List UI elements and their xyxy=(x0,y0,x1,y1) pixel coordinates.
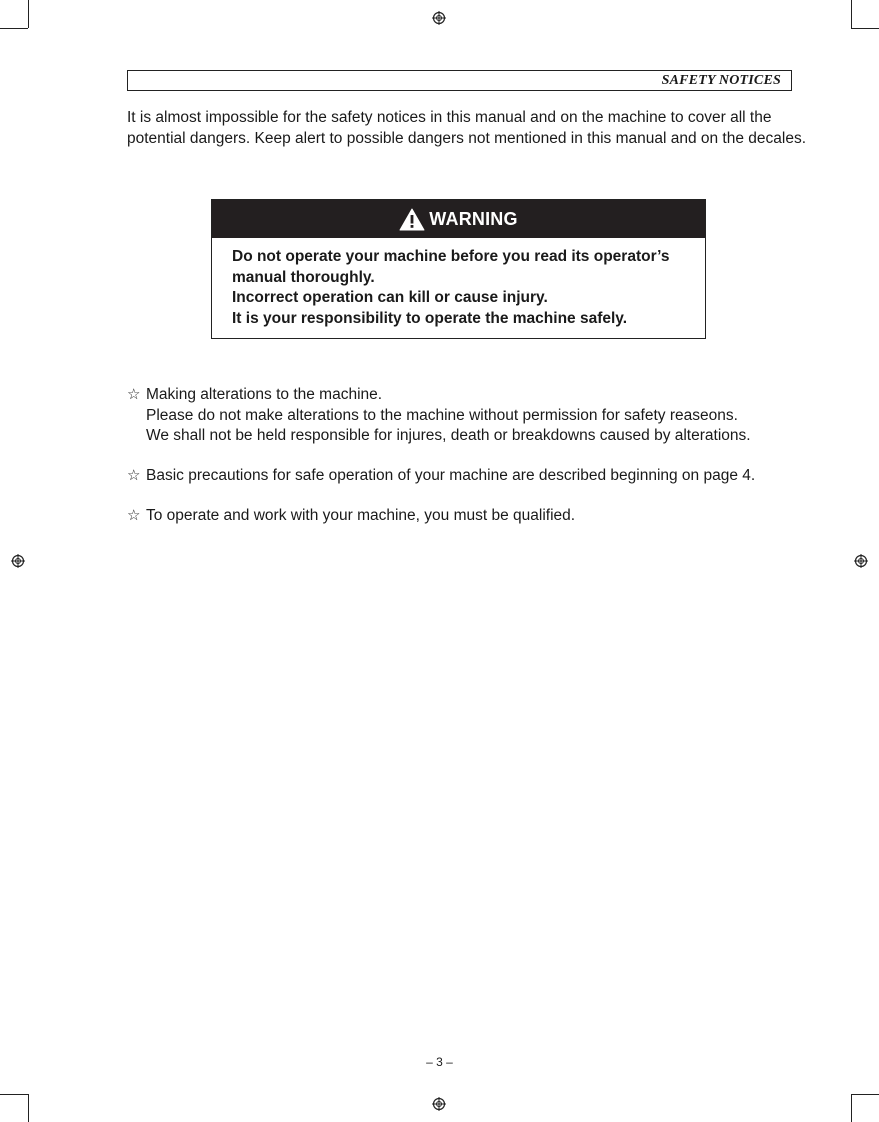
warning-triangle-icon xyxy=(399,208,425,231)
notice-title: Making alterations to the machine. xyxy=(146,386,383,403)
page-number: – 3 – xyxy=(426,1055,453,1069)
notice-line: Please do not make alterations to the machine without permission for safety reaseons. xyxy=(146,406,738,424)
registration-mark-icon xyxy=(854,554,868,568)
crop-mark xyxy=(851,0,852,28)
section-title: SAFETY NOTICES xyxy=(661,73,781,88)
warning-title: WARNING xyxy=(429,208,518,229)
notice-item xyxy=(127,384,751,447)
crop-mark xyxy=(851,1094,879,1095)
notice-line: We shall not be held responsible for injures, death or breakdowns caused by alterations. xyxy=(146,427,751,444)
notice-title: To operate and work with your machine, you must be qualified. xyxy=(146,507,576,524)
warning-line: It is your responsibility to operate the machine safely. xyxy=(232,309,628,327)
warning-body xyxy=(212,238,705,329)
registration-mark-icon xyxy=(432,1097,446,1111)
warning-header xyxy=(212,200,705,238)
section-header xyxy=(127,70,792,91)
crop-mark xyxy=(28,0,29,28)
star-icon: ☆ xyxy=(127,385,141,403)
crop-mark xyxy=(28,1094,29,1122)
notice-item xyxy=(127,465,755,487)
warning-line: manual thoroughly. xyxy=(232,268,375,286)
warning-line: Do not operate your machine before you read its operator’s xyxy=(232,248,670,265)
crop-mark xyxy=(851,28,879,29)
notice-title: Basic precautions for safe operation of your machine are described beginning on page 4. xyxy=(146,467,756,484)
star-icon: ☆ xyxy=(127,466,141,484)
warning-box xyxy=(211,199,706,339)
registration-mark-icon xyxy=(432,11,446,25)
notice-item xyxy=(127,505,575,527)
star-icon: ☆ xyxy=(127,506,141,524)
crop-mark xyxy=(851,1094,852,1122)
intro-paragraph: It is almost impossible for the safety notices in this manual and on the machine to cover all the potential dangers. Keep alert to possible dangers not mentioned in this manual and on the decales. xyxy=(127,109,807,147)
crop-mark xyxy=(0,1094,28,1095)
registration-mark-icon xyxy=(11,554,25,568)
crop-mark xyxy=(0,28,28,29)
warning-line: Incorrect operation can kill or cause injury. xyxy=(232,289,548,306)
